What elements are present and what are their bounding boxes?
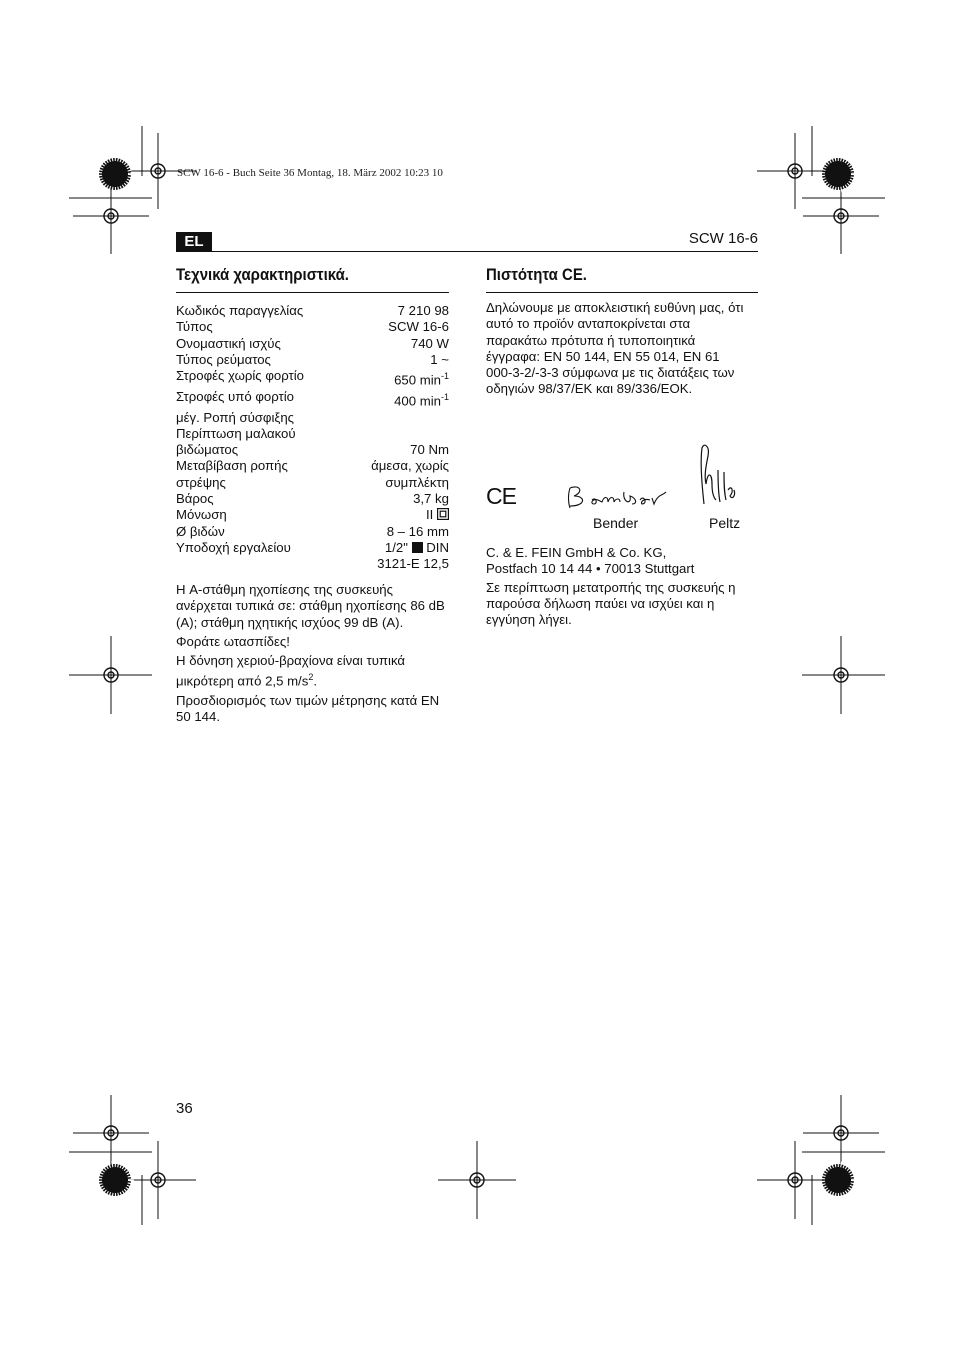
conformity-title: Πιστότητα CE. — [486, 265, 587, 284]
spec-label: Τύπος ρεύματος — [176, 351, 271, 367]
spec-value-text: 650 min — [394, 372, 441, 388]
language-badge: EL — [176, 232, 212, 252]
spec-label: Μεταβίβαση ροπής — [176, 458, 288, 474]
model-label: SCW 16-6 — [688, 230, 758, 247]
conformity-footnote: Σε περίπτωση μετατροπής της συσκευής η παρούσα δήλωση παύει να ισχύει και η εγγύηση λήγει. — [486, 579, 736, 628]
spec-value: SCW 16-6 — [388, 319, 449, 335]
spec-value: 70 Nm — [410, 442, 449, 458]
noise-note: Η A-στάθμη ηχοπίεσης της συσκευής ανέρχεται τυπικά σε: στάθμη ηχοπίεσης 86 dB (A); στάθμη ηχητικής ισχύος 99 dB (A). — [176, 582, 445, 630]
spec-label: Μόνωση — [176, 507, 227, 523]
signatory-peltz: Peltz — [709, 515, 741, 531]
spec-value: 3,7 kg — [413, 491, 449, 507]
spec-label: στρέψης — [176, 474, 226, 490]
spec-label: Στροφές χωρίς φορτίο — [176, 368, 305, 384]
spec-value-exponent: -1 — [440, 371, 449, 382]
page-number: 36 — [176, 1100, 193, 1117]
spec-label: Ø βιδών — [176, 523, 225, 539]
spec-label: Στροφές υπό φορτίο — [176, 388, 294, 404]
print-slug: SCW 16-6 - Buch Seite 36 Montag, 18. März 2002 10:23 10 — [177, 167, 443, 179]
spec-value-text: 1/2" — [384, 539, 408, 555]
spec-value: 740 W — [410, 335, 449, 351]
spec-value-text: DIN — [426, 539, 449, 555]
company-name: C. & E. FEIN GmbH & Co. KG, — [486, 545, 667, 560]
spec-value: 8 – 16 mm — [386, 523, 449, 539]
specs-title: Τεχνικά χαρακτηριστικά. — [176, 265, 349, 284]
spec-label: μέγ. Ροπή σύσφιξης — [176, 409, 295, 425]
ce-mark: CE — [486, 483, 516, 509]
spec-value: 3121-E 12,5 — [377, 556, 449, 572]
spec-label: Ονομαστική ισχύς — [176, 335, 281, 351]
spec-value-text: 400 min — [394, 393, 441, 409]
measurement-note: Προσδιορισμός των τιμών μέτρησης κατά EN 50 144. — [176, 693, 440, 725]
spec-label: βιδώματος — [176, 442, 239, 458]
spec-value-exponent: -1 — [440, 391, 449, 402]
vibration-end: . — [313, 673, 318, 689]
vibration-text: Η δόνηση χεριού-βραχίονα είναι τυπικά μικρότερη από 2,5 m/s — [176, 653, 406, 689]
spec-label: Περίπτωση μαλακού — [176, 425, 296, 441]
vibration-exponent: 2 — [308, 672, 314, 683]
spec-label: Τύπος — [176, 319, 213, 335]
spec-value: συμπλέκτη — [385, 474, 449, 490]
spec-value: 7 210 98 — [397, 303, 449, 318]
spec-value: 1 ~ — [430, 351, 449, 367]
signatory-bender: Bender — [593, 515, 639, 531]
spec-label: Βάρος — [176, 491, 214, 507]
conformity-text: Δηλώνουμε με αποκλειστική ευθύνη μας, ότι αυτό το προϊόν ανταποκρίνεται στα παρακάτω πρότυπα ή τυποποιητικά έγγραφα: EN 50 144, EN 55 014, EN 61 000-3-2/-3-3 σύμφωνα με τις διατάξεις των οδηγιών 98/37/EK και 89/336/EOK. — [486, 300, 744, 397]
spec-label: Κωδικός παραγγελίας — [176, 303, 304, 318]
company-postfach: Postfach 10 14 44 • 70013 Stuttgart — [486, 561, 695, 577]
spec-value-text: II — [426, 507, 434, 523]
ear-protection-note: Φοράτε ωτασπίδες! — [176, 633, 290, 649]
spec-value: άμεσα, χωρίς — [371, 458, 449, 474]
spec-label: Υποδοχή εργαλείου — [176, 539, 291, 555]
